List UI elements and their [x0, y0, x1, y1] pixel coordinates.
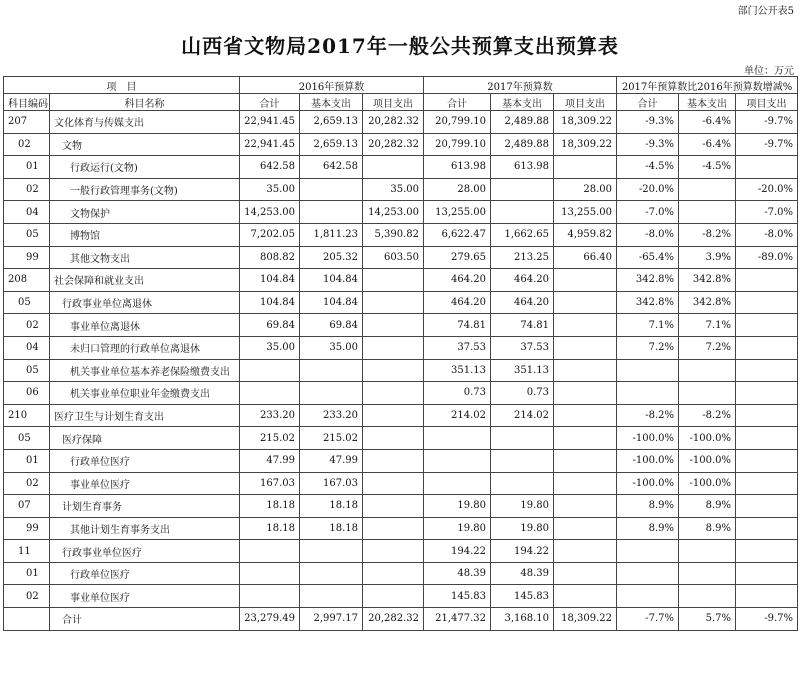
cell-2017-total: 37.53: [424, 336, 491, 359]
cell-code: 05: [4, 359, 50, 382]
cell-2016-basic: 69.84: [300, 314, 363, 337]
header-name: 科目名称: [50, 94, 240, 111]
cell-change-total: -65.4%: [617, 246, 679, 269]
cell-change-total: 7.2%: [617, 336, 679, 359]
cell-change-project: [736, 540, 798, 563]
cell-2017-project: [554, 156, 617, 179]
cell-2016-project: [363, 540, 424, 563]
cell-code: 07: [4, 495, 50, 518]
header-change-basic: 基本支出: [679, 94, 736, 111]
cell-2016-basic: [300, 201, 363, 224]
cell-change-project: [736, 404, 798, 427]
cell-change-project: -89.0%: [736, 246, 798, 269]
cell-name: 合计: [50, 608, 240, 631]
cell-code: [4, 608, 50, 631]
cell-2017-total: 464.20: [424, 269, 491, 292]
header-row-columns: [4, 94, 798, 111]
cell-2017-project: [554, 291, 617, 314]
cell-change-basic: 5.7%: [679, 608, 736, 631]
cell-2016-project: 35.00: [363, 178, 424, 201]
cell-2017-total: 13,255.00: [424, 201, 491, 224]
cell-2017-total: 19.80: [424, 495, 491, 518]
cell-2016-total: 642.58: [240, 156, 300, 179]
table-row: [4, 291, 798, 314]
cell-2017-basic: 464.20: [491, 269, 554, 292]
cell-2016-basic: 642.58: [300, 156, 363, 179]
table-row: [4, 201, 798, 224]
cell-2017-project: [554, 269, 617, 292]
cell-2016-project: [363, 427, 424, 450]
cell-2017-total: 145.83: [424, 585, 491, 608]
cell-2017-total: 351.13: [424, 359, 491, 382]
cell-2017-project: [554, 540, 617, 563]
header-2017-basic: 基本支出: [491, 94, 554, 111]
header-2017-total: 合计: [424, 94, 491, 111]
cell-change-project: -9.7%: [736, 608, 798, 631]
cell-change-basic: -6.4%: [679, 111, 736, 134]
cell-change-project: [736, 314, 798, 337]
cell-change-total: [617, 562, 679, 585]
cell-code: 208: [4, 269, 50, 292]
page-corner-label: 部门公开表5: [737, 6, 794, 17]
table-row: [4, 472, 798, 495]
table-row: [4, 359, 798, 382]
cell-2017-project: [554, 382, 617, 405]
cell-2017-basic: 19.80: [491, 495, 554, 518]
cell-2017-project: [554, 562, 617, 585]
cell-2016-total: 22,941.45: [240, 133, 300, 156]
cell-change-project: -20.0%: [736, 178, 798, 201]
cell-2016-basic: 18.18: [300, 517, 363, 540]
cell-change-basic: [679, 178, 736, 201]
header-change: 2017年预算数比2016年预算数增减%: [617, 77, 798, 94]
cell-2016-total: 69.84: [240, 314, 300, 337]
cell-change-basic: 342.8%: [679, 291, 736, 314]
cell-2016-basic: [300, 178, 363, 201]
cell-change-total: -100.0%: [617, 472, 679, 495]
table-row: [4, 608, 798, 631]
cell-2016-project: 20,282.32: [363, 133, 424, 156]
cell-change-total: 7.1%: [617, 314, 679, 337]
cell-change-project: [736, 156, 798, 179]
cell-2017-project: [554, 585, 617, 608]
cell-name: 其他文物支出: [50, 246, 240, 269]
cell-2017-basic: 48.39: [491, 562, 554, 585]
cell-2016-basic: 205.32: [300, 246, 363, 269]
header-2016-project: 项目支出: [363, 94, 424, 111]
header-row-group: [4, 77, 798, 94]
cell-2017-basic: 19.80: [491, 517, 554, 540]
cell-change-basic: 8.9%: [679, 495, 736, 518]
cell-2017-basic: 37.53: [491, 336, 554, 359]
cell-change-basic: 8.9%: [679, 517, 736, 540]
page-title: 山西省文物局2017年一般公共预算支出预算表: [181, 34, 619, 58]
cell-2016-basic: [300, 562, 363, 585]
cell-2016-total: 35.00: [240, 178, 300, 201]
cell-code: 05: [4, 427, 50, 450]
cell-2016-total: [240, 585, 300, 608]
cell-2016-total: [240, 382, 300, 405]
cell-2016-project: 20,282.32: [363, 111, 424, 134]
cell-2017-project: 18,309.22: [554, 608, 617, 631]
cell-2016-project: 20,282.32: [363, 608, 424, 631]
cell-change-total: -9.3%: [617, 133, 679, 156]
cell-change-basic: 7.1%: [679, 314, 736, 337]
cell-code: 207: [4, 111, 50, 134]
cell-change-project: [736, 495, 798, 518]
cell-change-project: -9.7%: [736, 133, 798, 156]
cell-change-project: -9.7%: [736, 111, 798, 134]
cell-2017-basic: 213.25: [491, 246, 554, 269]
cell-2016-total: 23,279.49: [240, 608, 300, 631]
cell-2017-basic: [491, 472, 554, 495]
cell-2016-basic: 1,811.23: [300, 223, 363, 246]
cell-2016-project: [363, 449, 424, 472]
cell-2017-total: [424, 472, 491, 495]
cell-name: 未归口管理的行政单位离退休: [50, 336, 240, 359]
cell-2017-total: 6,622.47: [424, 223, 491, 246]
cell-2017-basic: 214.02: [491, 404, 554, 427]
cell-2016-basic: 2,997.17: [300, 608, 363, 631]
cell-2016-basic: 18.18: [300, 495, 363, 518]
cell-code: 02: [4, 472, 50, 495]
cell-change-total: -8.2%: [617, 404, 679, 427]
header-change-total: 合计: [617, 94, 679, 111]
cell-code: 02: [4, 314, 50, 337]
cell-2016-total: 7,202.05: [240, 223, 300, 246]
cell-change-total: -8.0%: [617, 223, 679, 246]
table-row: [4, 178, 798, 201]
cell-2017-project: [554, 359, 617, 382]
cell-change-total: 8.9%: [617, 517, 679, 540]
cell-2016-basic: 215.02: [300, 427, 363, 450]
cell-2017-total: 20,799.10: [424, 133, 491, 156]
cell-2017-basic: 464.20: [491, 291, 554, 314]
cell-name: 一般行政管理事务(文物): [50, 178, 240, 201]
cell-2017-project: [554, 404, 617, 427]
cell-change-project: [736, 336, 798, 359]
cell-code: 04: [4, 201, 50, 224]
cell-code: 11: [4, 540, 50, 563]
cell-2016-project: [363, 562, 424, 585]
cell-2017-project: [554, 314, 617, 337]
cell-change-total: [617, 382, 679, 405]
cell-name: 行政运行(文物): [50, 156, 240, 179]
table-row: [4, 517, 798, 540]
cell-change-basic: -6.4%: [679, 133, 736, 156]
cell-change-project: [736, 291, 798, 314]
cell-2016-basic: 167.03: [300, 472, 363, 495]
cell-2016-total: 47.99: [240, 449, 300, 472]
cell-2017-total: 214.02: [424, 404, 491, 427]
cell-2017-project: [554, 472, 617, 495]
cell-2016-basic: [300, 359, 363, 382]
cell-change-basic: [679, 201, 736, 224]
cell-2017-basic: [491, 427, 554, 450]
cell-2017-project: 18,309.22: [554, 133, 617, 156]
cell-2017-total: 21,477.32: [424, 608, 491, 631]
cell-change-project: [736, 472, 798, 495]
header-code: 科目编码: [4, 94, 50, 111]
cell-code: 02: [4, 178, 50, 201]
cell-change-project: [736, 427, 798, 450]
cell-2016-basic: [300, 382, 363, 405]
cell-2017-total: 48.39: [424, 562, 491, 585]
cell-2017-project: [554, 517, 617, 540]
cell-name: 文物: [50, 133, 240, 156]
cell-2017-project: [554, 495, 617, 518]
cell-2016-basic: 104.84: [300, 291, 363, 314]
cell-2016-project: [363, 156, 424, 179]
cell-name: 社会保障和就业支出: [50, 269, 240, 292]
cell-change-project: [736, 269, 798, 292]
cell-change-total: 342.8%: [617, 291, 679, 314]
cell-2017-basic: [491, 449, 554, 472]
cell-name: 机关事业单位职业年金缴费支出: [50, 382, 240, 405]
table-row: [4, 449, 798, 472]
table-row: [4, 382, 798, 405]
cell-change-total: [617, 585, 679, 608]
cell-change-basic: -8.2%: [679, 404, 736, 427]
table-row: [4, 156, 798, 179]
header-2016: 2016年预算数: [240, 77, 424, 94]
cell-2017-project: [554, 336, 617, 359]
table-row: [4, 336, 798, 359]
cell-2016-total: [240, 359, 300, 382]
cell-name: 行政单位医疗: [50, 562, 240, 585]
cell-2016-total: 233.20: [240, 404, 300, 427]
table-row: [4, 540, 798, 563]
header-change-project: 项目支出: [736, 94, 798, 111]
table-row: [4, 427, 798, 450]
cell-change-basic: -100.0%: [679, 472, 736, 495]
cell-2017-basic: 613.98: [491, 156, 554, 179]
table-row: [4, 562, 798, 585]
cell-change-basic: [679, 359, 736, 382]
cell-2017-total: 20,799.10: [424, 111, 491, 134]
cell-name: 行政单位医疗: [50, 449, 240, 472]
cell-change-basic: 342.8%: [679, 269, 736, 292]
table-row: [4, 246, 798, 269]
budget-table: [3, 76, 798, 631]
cell-2017-project: 18,309.22: [554, 111, 617, 134]
cell-change-total: -100.0%: [617, 449, 679, 472]
cell-2017-project: 4,959.82: [554, 223, 617, 246]
cell-2016-project: [363, 517, 424, 540]
cell-2017-total: 19.80: [424, 517, 491, 540]
header-2016-total: 合计: [240, 94, 300, 111]
cell-code: 05: [4, 223, 50, 246]
cell-change-basic: -100.0%: [679, 427, 736, 450]
cell-change-total: -20.0%: [617, 178, 679, 201]
cell-change-basic: [679, 540, 736, 563]
cell-change-basic: 3.9%: [679, 246, 736, 269]
cell-2017-total: 194.22: [424, 540, 491, 563]
cell-2016-total: 22,941.45: [240, 111, 300, 134]
cell-2017-total: 464.20: [424, 291, 491, 314]
cell-2016-total: 104.84: [240, 291, 300, 314]
cell-change-basic: [679, 562, 736, 585]
cell-name: 文物保护: [50, 201, 240, 224]
cell-name: 事业单位离退休: [50, 314, 240, 337]
cell-change-total: 8.9%: [617, 495, 679, 518]
cell-name: 事业单位医疗: [50, 585, 240, 608]
cell-2017-total: 74.81: [424, 314, 491, 337]
cell-2016-basic: [300, 585, 363, 608]
cell-2017-project: 13,255.00: [554, 201, 617, 224]
cell-2017-project: [554, 449, 617, 472]
cell-code: 05: [4, 291, 50, 314]
cell-2017-total: [424, 449, 491, 472]
cell-change-basic: 7.2%: [679, 336, 736, 359]
cell-name: 计划生育事务: [50, 495, 240, 518]
cell-2016-total: 104.84: [240, 269, 300, 292]
cell-code: 99: [4, 246, 50, 269]
cell-change-project: [736, 382, 798, 405]
cell-2016-total: 18.18: [240, 495, 300, 518]
cell-2017-project: 66.40: [554, 246, 617, 269]
table-row: [4, 223, 798, 246]
cell-change-total: [617, 540, 679, 563]
cell-change-total: -7.0%: [617, 201, 679, 224]
cell-code: 04: [4, 336, 50, 359]
cell-2016-total: 14,253.00: [240, 201, 300, 224]
cell-code: 02: [4, 585, 50, 608]
cell-change-project: [736, 517, 798, 540]
cell-2016-total: 167.03: [240, 472, 300, 495]
table-row: [4, 585, 798, 608]
table-row: [4, 404, 798, 427]
cell-2016-total: 215.02: [240, 427, 300, 450]
cell-2016-total: [240, 540, 300, 563]
cell-2016-basic: 233.20: [300, 404, 363, 427]
cell-2017-total: 0.73: [424, 382, 491, 405]
cell-2016-project: 14,253.00: [363, 201, 424, 224]
cell-2017-basic: [491, 201, 554, 224]
cell-2017-basic: 3,168.10: [491, 608, 554, 631]
cell-change-project: [736, 449, 798, 472]
cell-2016-project: [363, 585, 424, 608]
cell-2016-project: [363, 269, 424, 292]
cell-change-total: -4.5%: [617, 156, 679, 179]
cell-2016-project: [363, 314, 424, 337]
cell-change-basic: -100.0%: [679, 449, 736, 472]
header-2017: 2017年预算数: [424, 77, 617, 94]
cell-2017-total: 613.98: [424, 156, 491, 179]
cell-2017-basic: 0.73: [491, 382, 554, 405]
cell-code: 210: [4, 404, 50, 427]
cell-2016-project: [363, 472, 424, 495]
cell-2017-total: 279.65: [424, 246, 491, 269]
cell-2017-basic: 145.83: [491, 585, 554, 608]
cell-2016-project: 603.50: [363, 246, 424, 269]
cell-2017-basic: 74.81: [491, 314, 554, 337]
cell-name: 行政事业单位离退休: [50, 291, 240, 314]
cell-2017-basic: 2,489.88: [491, 111, 554, 134]
cell-change-total: 342.8%: [617, 269, 679, 292]
table-row: [4, 133, 798, 156]
cell-change-project: -7.0%: [736, 201, 798, 224]
cell-2016-basic: 47.99: [300, 449, 363, 472]
cell-name: 其他计划生育事务支出: [50, 517, 240, 540]
cell-2016-project: [363, 336, 424, 359]
cell-2017-project: 28.00: [554, 178, 617, 201]
cell-2016-project: [363, 382, 424, 405]
cell-code: 06: [4, 382, 50, 405]
cell-change-total: -100.0%: [617, 427, 679, 450]
cell-change-project: [736, 585, 798, 608]
header-2017-project: 项目支出: [554, 94, 617, 111]
cell-2016-project: [363, 359, 424, 382]
cell-change-basic: -8.2%: [679, 223, 736, 246]
cell-2016-basic: 104.84: [300, 269, 363, 292]
cell-code: 01: [4, 449, 50, 472]
cell-code: 01: [4, 156, 50, 179]
table-row: [4, 269, 798, 292]
table-row: [4, 314, 798, 337]
cell-change-total: -7.7%: [617, 608, 679, 631]
cell-change-basic: [679, 585, 736, 608]
cell-2017-basic: [491, 178, 554, 201]
cell-name: 博物馆: [50, 223, 240, 246]
cell-code: 02: [4, 133, 50, 156]
cell-2016-total: 35.00: [240, 336, 300, 359]
table-row: [4, 111, 798, 134]
cell-change-project: [736, 562, 798, 585]
cell-change-total: -9.3%: [617, 111, 679, 134]
cell-2016-basic: 35.00: [300, 336, 363, 359]
cell-name: 机关事业单位基本养老保险缴费支出: [50, 359, 240, 382]
cell-2017-basic: 2,489.88: [491, 133, 554, 156]
cell-2016-total: 18.18: [240, 517, 300, 540]
cell-2016-total: [240, 562, 300, 585]
cell-2016-basic: [300, 540, 363, 563]
cell-2016-project: [363, 291, 424, 314]
cell-change-project: -8.0%: [736, 223, 798, 246]
cell-name: 事业单位医疗: [50, 472, 240, 495]
cell-2016-project: 5,390.82: [363, 223, 424, 246]
cell-2017-project: [554, 427, 617, 450]
cell-2016-basic: 2,659.13: [300, 111, 363, 134]
cell-name: 行政事业单位医疗: [50, 540, 240, 563]
cell-change-total: [617, 359, 679, 382]
cell-2017-total: [424, 427, 491, 450]
cell-2017-basic: 1,662.65: [491, 223, 554, 246]
cell-2016-project: [363, 404, 424, 427]
header-item: 项 目: [4, 77, 240, 94]
cell-2016-total: 808.82: [240, 246, 300, 269]
cell-2017-basic: 351.13: [491, 359, 554, 382]
cell-2016-project: [363, 495, 424, 518]
cell-name: 医疗卫生与计划生育支出: [50, 404, 240, 427]
cell-2017-total: 28.00: [424, 178, 491, 201]
table-row: [4, 495, 798, 518]
cell-change-basic: -4.5%: [679, 156, 736, 179]
cell-2016-basic: 2,659.13: [300, 133, 363, 156]
header-2016-basic: 基本支出: [300, 94, 363, 111]
cell-name: 文化体育与传媒支出: [50, 111, 240, 134]
cell-change-project: [736, 359, 798, 382]
cell-code: 99: [4, 517, 50, 540]
cell-2017-basic: 194.22: [491, 540, 554, 563]
cell-name: 医疗保障: [50, 427, 240, 450]
unit-label: 单位：万元: [744, 66, 794, 77]
cell-code: 01: [4, 562, 50, 585]
cell-change-basic: [679, 382, 736, 405]
